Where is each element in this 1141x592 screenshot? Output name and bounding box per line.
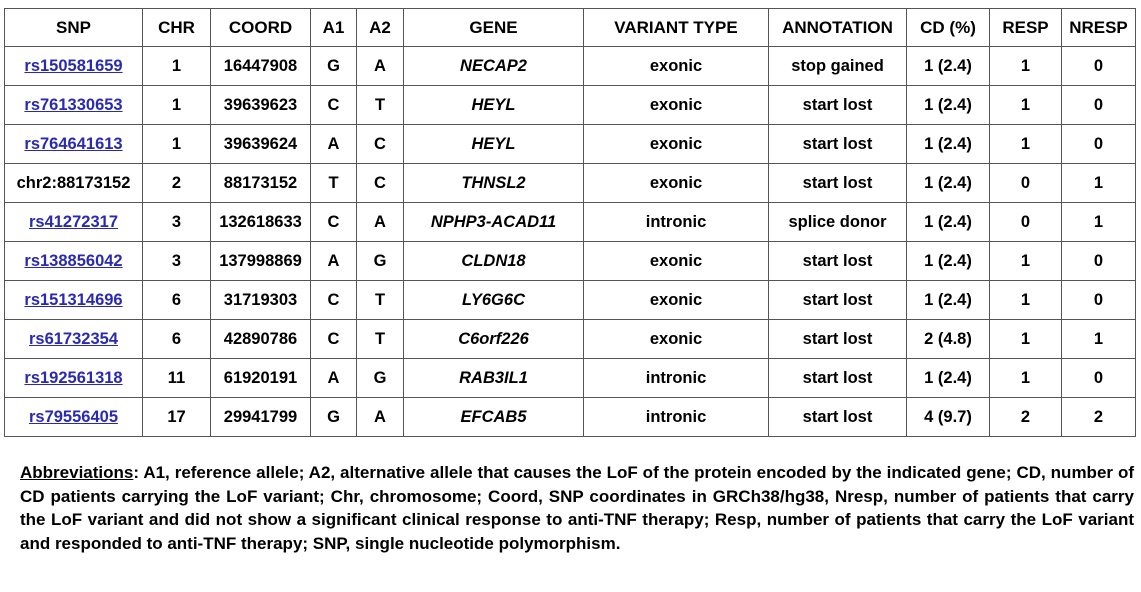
variant-table bbox=[4, 8, 1136, 437]
cell-cd: 1 (2.4) bbox=[907, 47, 990, 86]
cell-gene: C6orf226 bbox=[404, 320, 584, 359]
cell-variant-type: intronic bbox=[584, 398, 769, 437]
cell-annotation: start lost bbox=[769, 359, 907, 398]
cell-resp: 1 bbox=[990, 125, 1062, 164]
cell-a2: A bbox=[357, 203, 404, 242]
cell-snp bbox=[5, 320, 143, 359]
snp-link[interactable]: rs138856042 bbox=[24, 251, 123, 270]
table-row bbox=[5, 242, 1136, 281]
cell-a2: T bbox=[357, 320, 404, 359]
header-variant-type: VARIANT TYPE bbox=[584, 9, 769, 47]
cell-cd: 1 (2.4) bbox=[907, 281, 990, 320]
cell-cd: 1 (2.4) bbox=[907, 125, 990, 164]
cell-variant-type: intronic bbox=[584, 359, 769, 398]
cell-chr: 3 bbox=[143, 242, 211, 281]
table-row bbox=[5, 125, 1136, 164]
cell-a2: A bbox=[357, 47, 404, 86]
header-annotation: ANNOTATION bbox=[769, 9, 907, 47]
cell-a2: T bbox=[357, 86, 404, 125]
header-cd: CD (%) bbox=[907, 9, 990, 47]
header-a2: A2 bbox=[357, 9, 404, 47]
cell-gene: THNSL2 bbox=[404, 164, 584, 203]
cell-nresp: 0 bbox=[1062, 47, 1136, 86]
header-coord: COORD bbox=[211, 9, 311, 47]
cell-variant-type: intronic bbox=[584, 203, 769, 242]
header-snp: SNP bbox=[5, 9, 143, 47]
cell-a1: T bbox=[311, 164, 357, 203]
cell-variant-type: exonic bbox=[584, 164, 769, 203]
cell-snp bbox=[5, 398, 143, 437]
table-row bbox=[5, 320, 1136, 359]
cell-chr: 6 bbox=[143, 320, 211, 359]
snp-link[interactable]: rs761330653 bbox=[24, 95, 123, 114]
cell-coord: 132618633 bbox=[211, 203, 311, 242]
cell-nresp: 0 bbox=[1062, 281, 1136, 320]
cell-nresp: 1 bbox=[1062, 203, 1136, 242]
cell-gene: CLDN18 bbox=[404, 242, 584, 281]
cell-a1: A bbox=[311, 359, 357, 398]
cell-annotation: start lost bbox=[769, 320, 907, 359]
cell-chr: 3 bbox=[143, 203, 211, 242]
header-a1: A1 bbox=[311, 9, 357, 47]
cell-gene: HEYL bbox=[404, 86, 584, 125]
abbreviations-note bbox=[20, 461, 1134, 555]
cell-cd: 1 (2.4) bbox=[907, 86, 990, 125]
cell-cd: 1 (2.4) bbox=[907, 164, 990, 203]
cell-coord: 31719303 bbox=[211, 281, 311, 320]
cell-nresp: 1 bbox=[1062, 164, 1136, 203]
cell-nresp: 2 bbox=[1062, 398, 1136, 437]
cell-a2: G bbox=[357, 242, 404, 281]
cell-a1: C bbox=[311, 281, 357, 320]
cell-gene: EFCAB5 bbox=[404, 398, 584, 437]
cell-nresp: 0 bbox=[1062, 242, 1136, 281]
cell-nresp: 1 bbox=[1062, 320, 1136, 359]
snp-link[interactable]: rs151314696 bbox=[24, 290, 123, 309]
cell-cd: 1 (2.4) bbox=[907, 203, 990, 242]
cell-cd: 1 (2.4) bbox=[907, 359, 990, 398]
cell-a2: C bbox=[357, 125, 404, 164]
table-row bbox=[5, 359, 1136, 398]
cell-a1: G bbox=[311, 398, 357, 437]
cell-cd: 4 (9.7) bbox=[907, 398, 990, 437]
cell-coord: 88173152 bbox=[211, 164, 311, 203]
cell-resp: 2 bbox=[990, 398, 1062, 437]
table-row bbox=[5, 164, 1136, 203]
snp-link[interactable]: rs764641613 bbox=[24, 134, 123, 153]
cell-coord: 39639624 bbox=[211, 125, 311, 164]
cell-chr: 6 bbox=[143, 281, 211, 320]
cell-annotation: start lost bbox=[769, 125, 907, 164]
cell-snp bbox=[5, 47, 143, 86]
cell-a1: G bbox=[311, 47, 357, 86]
cell-a1: C bbox=[311, 86, 357, 125]
header-nresp: NRESP bbox=[1062, 9, 1136, 47]
cell-variant-type: exonic bbox=[584, 242, 769, 281]
snp-link[interactable]: rs150581659 bbox=[24, 56, 123, 75]
snp-link[interactable]: rs192561318 bbox=[24, 368, 123, 387]
abbreviations-label: Abbreviations bbox=[20, 463, 134, 482]
cell-a1: C bbox=[311, 203, 357, 242]
cell-nresp: 0 bbox=[1062, 359, 1136, 398]
cell-resp: 1 bbox=[990, 281, 1062, 320]
cell-coord: 42890786 bbox=[211, 320, 311, 359]
table-row bbox=[5, 47, 1136, 86]
cell-annotation: start lost bbox=[769, 242, 907, 281]
cell-annotation: start lost bbox=[769, 281, 907, 320]
cell-coord: 39639623 bbox=[211, 86, 311, 125]
cell-snp: chr2:88173152 bbox=[5, 164, 143, 203]
header-gene: GENE bbox=[404, 9, 584, 47]
table-body bbox=[5, 47, 1136, 437]
cell-coord: 137998869 bbox=[211, 242, 311, 281]
header-row bbox=[5, 9, 1136, 47]
cell-resp: 0 bbox=[990, 203, 1062, 242]
cell-a2: G bbox=[357, 359, 404, 398]
table-row bbox=[5, 203, 1136, 242]
cell-resp: 1 bbox=[990, 47, 1062, 86]
cell-annotation: start lost bbox=[769, 86, 907, 125]
cell-a2: A bbox=[357, 398, 404, 437]
abbreviations-text: : A1, reference allele; A2, alternative allele that causes the LoF of the protein encoded by the indicated gene; CD, number of CD patients carrying the LoF variant; Chr, chromosome; Coord, SNP coordinates in GRCh38/hg38, Nresp, number of patients that carry the LoF variant and did not show a significant clinical response to anti-TNF therapy; Resp, number of patients that carry the LoF variant and responded to anti-TNF therapy; SNP, single nucleotide polymorphism. bbox=[20, 463, 1134, 553]
cell-chr: 17 bbox=[143, 398, 211, 437]
cell-annotation: splice donor bbox=[769, 203, 907, 242]
cell-snp bbox=[5, 125, 143, 164]
snp-link[interactable]: rs79556405 bbox=[28, 407, 118, 426]
cell-variant-type: exonic bbox=[584, 281, 769, 320]
cell-a1: A bbox=[311, 242, 357, 281]
cell-resp: 1 bbox=[990, 359, 1062, 398]
cell-nresp: 0 bbox=[1062, 125, 1136, 164]
table-row bbox=[5, 86, 1136, 125]
cell-resp: 1 bbox=[990, 242, 1062, 281]
snp-link[interactable]: rs41272317 bbox=[28, 212, 118, 231]
cell-nresp: 0 bbox=[1062, 86, 1136, 125]
cell-snp bbox=[5, 86, 143, 125]
header-chr: CHR bbox=[143, 9, 211, 47]
cell-annotation: stop gained bbox=[769, 47, 907, 86]
cell-a1: A bbox=[311, 125, 357, 164]
cell-annotation: start lost bbox=[769, 164, 907, 203]
cell-snp bbox=[5, 359, 143, 398]
cell-variant-type: exonic bbox=[584, 47, 769, 86]
cell-cd: 1 (2.4) bbox=[907, 242, 990, 281]
cell-cd: 2 (4.8) bbox=[907, 320, 990, 359]
cell-variant-type: exonic bbox=[584, 125, 769, 164]
table-row bbox=[5, 398, 1136, 437]
cell-a2: C bbox=[357, 164, 404, 203]
cell-snp bbox=[5, 281, 143, 320]
cell-resp: 0 bbox=[990, 164, 1062, 203]
cell-snp bbox=[5, 203, 143, 242]
cell-chr: 11 bbox=[143, 359, 211, 398]
cell-a2: T bbox=[357, 281, 404, 320]
table-row bbox=[5, 281, 1136, 320]
cell-resp: 1 bbox=[990, 86, 1062, 125]
cell-gene: HEYL bbox=[404, 125, 584, 164]
cell-chr: 1 bbox=[143, 125, 211, 164]
cell-variant-type: exonic bbox=[584, 320, 769, 359]
variant-table-container bbox=[4, 8, 1136, 437]
cell-variant-type: exonic bbox=[584, 86, 769, 125]
cell-snp bbox=[5, 242, 143, 281]
snp-link[interactable]: rs61732354 bbox=[28, 329, 118, 348]
cell-chr: 2 bbox=[143, 164, 211, 203]
cell-chr: 1 bbox=[143, 47, 211, 86]
cell-gene: RAB3IL1 bbox=[404, 359, 584, 398]
cell-resp: 1 bbox=[990, 320, 1062, 359]
cell-gene: LY6G6C bbox=[404, 281, 584, 320]
cell-annotation: start lost bbox=[769, 398, 907, 437]
cell-coord: 61920191 bbox=[211, 359, 311, 398]
cell-chr: 1 bbox=[143, 86, 211, 125]
cell-gene: NECAP2 bbox=[404, 47, 584, 86]
cell-coord: 29941799 bbox=[211, 398, 311, 437]
cell-gene: NPHP3-ACAD11 bbox=[404, 203, 584, 242]
cell-a1: C bbox=[311, 320, 357, 359]
cell-coord: 16447908 bbox=[211, 47, 311, 86]
header-resp: RESP bbox=[990, 9, 1062, 47]
